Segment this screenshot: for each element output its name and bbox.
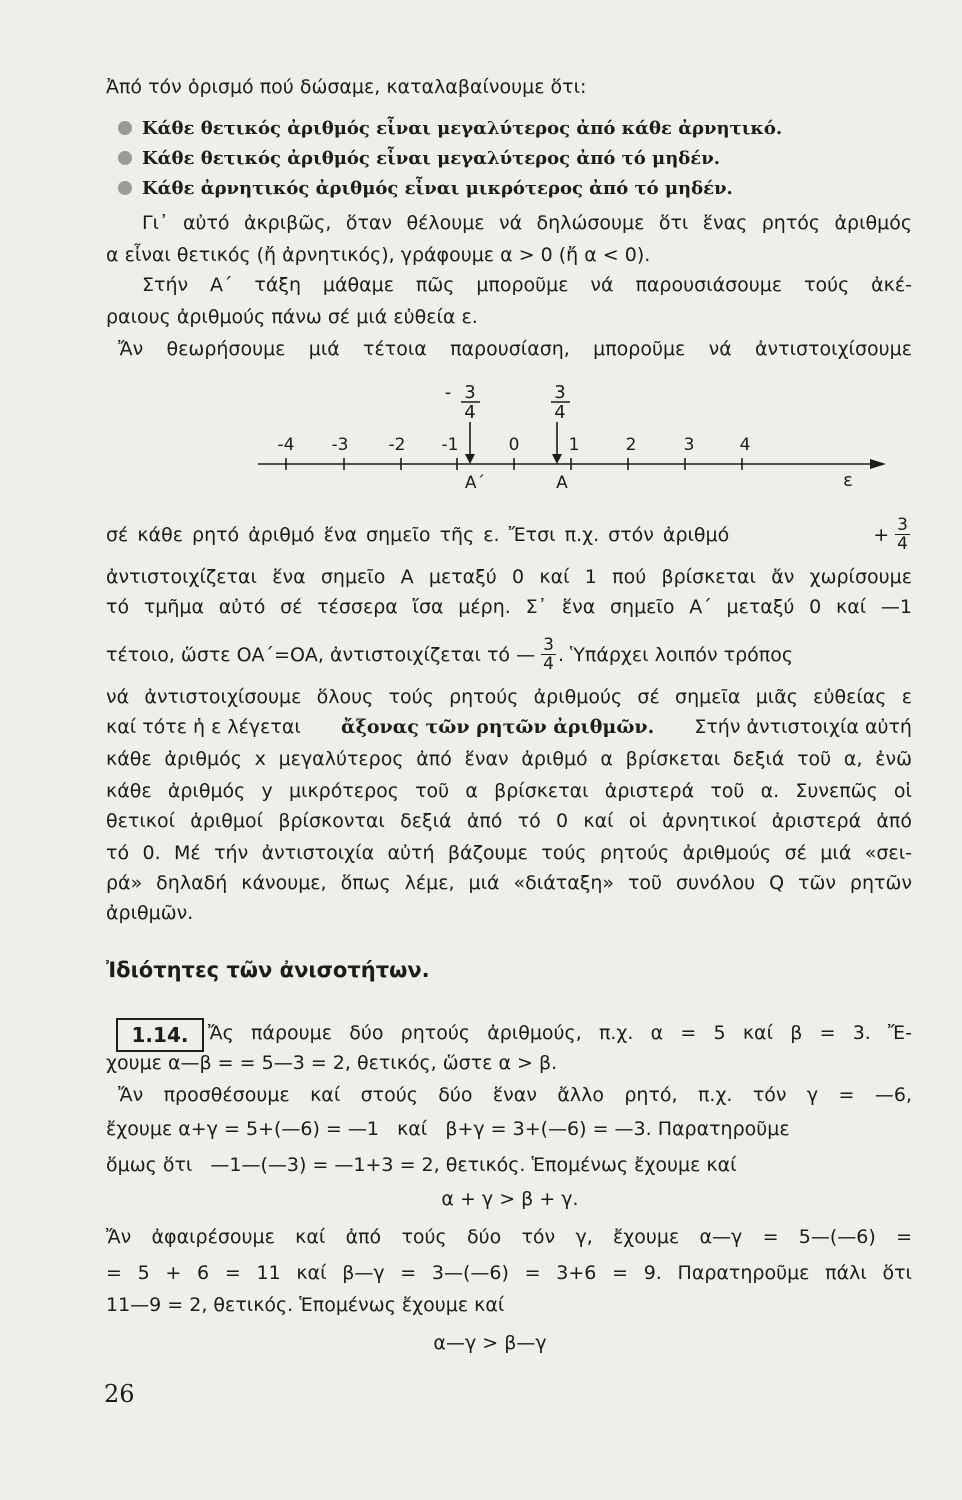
fraction-expr bbox=[873, 516, 912, 553]
paragraph-line: κάθε ἀριθμός y μικρότερος τοῦ α βρίσκεται ἀριστερά τοῦ α. Συνεπῶς οἱ bbox=[106, 780, 912, 802]
paragraph-line: ὅμως ὅτι —1—(—3) = —1+3 = 2, θετικός. Ἑπομένως ἔχουμε καί bbox=[106, 1154, 737, 1176]
inequality-line: α + γ > β + γ. bbox=[441, 1188, 579, 1210]
pos-frac-den: 4 bbox=[554, 402, 566, 423]
number-line-diagram bbox=[0, 378, 962, 498]
arrow-down-icon bbox=[552, 454, 562, 464]
line-label-e: ε bbox=[843, 470, 853, 491]
tick-label: -1 bbox=[441, 435, 459, 455]
paragraph-line: ἔχουμε α+γ = 5+(—6) = —1 καί β+γ = 3+(—6) = —3. Παρατηροῦμε bbox=[106, 1118, 790, 1140]
paragraph-line: ραιους ἀριθμούς πάνω σέ μιά εὐθεία ε. bbox=[106, 306, 478, 328]
fraction bbox=[895, 516, 910, 553]
neg-frac-den: 4 bbox=[464, 402, 476, 423]
tick-label: -2 bbox=[388, 435, 406, 455]
paragraph-line: α εἶναι θετικός (ἤ ἀρνητικός), γράφουμε α > 0 (ἤ α < 0). bbox=[106, 244, 651, 266]
frac-den: 4 bbox=[897, 534, 908, 554]
bullet-item bbox=[118, 113, 924, 144]
paragraph-line: τό τμῆμα αὐτό σέ τέσσερα ἴσα μέρη. Σ᾽ ἕνα σημεῖο Α΄ μεταξύ 0 καί —1 bbox=[106, 596, 912, 618]
bullet-text: Κάθε θετικός ἀριθμός εἶναι μεγαλύτερος ἀπό τό μηδέν. bbox=[142, 148, 720, 169]
paragraph-line bbox=[106, 712, 912, 742]
paragraph-line: κάθε ἀριθμός x μεγαλύτερος ἀπό ἕναν ἀριθμό α βρίσκεται δεξιά τοῦ α, ἐνῶ bbox=[106, 748, 912, 770]
tick-label: -4 bbox=[277, 435, 295, 455]
bullet-dot-icon bbox=[118, 181, 132, 195]
paragraph-line: ἀντιστοιχίζεται ἕνα σημεῖο Α μεταξύ 0 καί 1 πού βρίσκεται ἄν χωρίσουμε bbox=[106, 566, 912, 588]
tick-label: 1 bbox=[568, 435, 580, 455]
section-heading: Ἰδιότητες τῶν ἀνισοτήτων. bbox=[106, 958, 430, 982]
line-text: καί τότε ἡ ε λέγεται bbox=[106, 716, 301, 738]
paragraph-line bbox=[106, 516, 912, 553]
frac-den: 4 bbox=[543, 654, 554, 674]
paragraph-line: θετικοί ἀριθμοί βρίσκονται δεξιά ἀπό τό 0 καί οἱ ἀρνητικοί ἀριστερά ἀπό bbox=[106, 810, 912, 832]
paragraph-line: = 5 + 6 = 11 καί β—γ = 3—(—6) = 3+6 = 9. Παρατηροῦμε πάλι ὅτι bbox=[106, 1262, 912, 1284]
paragraph-line bbox=[106, 636, 912, 673]
paragraph-line: 11—9 = 2, θετικός. Ἑπομένως ἔχουμε καί bbox=[106, 1294, 505, 1316]
fraction-sentence bbox=[106, 636, 793, 673]
paragraph-line: Ἄν ἀφαιρέσουμε καί ἀπό τούς δύο τόν γ, ἔχουμε α—γ = 5—(—6) = bbox=[106, 1226, 912, 1248]
line-text: . Ὑπάρχει λοιπόν τρόπος bbox=[557, 643, 793, 666]
paragraph-line: Ἄν προσθέσουμε καί στούς δύο ἕναν ἄλλο ρητό, π.χ. τόν γ = —6, bbox=[118, 1084, 912, 1106]
arrow-down-icon bbox=[465, 454, 475, 464]
paragraph-line: τό 0. Μέ τήν ἀντιστοιχία αὐτή βάζουμε τούς ρητούς ἀριθμούς σέ μιά «σει- bbox=[106, 842, 912, 864]
page-number: 26 bbox=[104, 1380, 135, 1408]
fraction bbox=[541, 636, 556, 673]
line-text: τέτοιο, ὥστε ΟΑ΄=ΟΑ, ἀντιστοιχίζεται τό — bbox=[106, 643, 536, 666]
axis-arrow-icon bbox=[870, 459, 886, 469]
paragraph-line: ρά» δηλαδή κάνουμε, ὅπως λέμε, μιά «διάταξη» τοῦ συνόλου Q τῶν ρητῶν bbox=[106, 872, 912, 894]
term-highlight: ἄξονας τῶν ρητῶν ἀριθμῶν. bbox=[340, 716, 655, 738]
tick-label: -3 bbox=[331, 435, 349, 455]
tick-label: 0 bbox=[508, 435, 520, 455]
paragraph-line: Ἄν θεωρήσουμε μιά τέτοια παρουσίαση, μποροῦμε νά ἀντιστοιχίσουμε bbox=[118, 338, 912, 360]
bullet-dot-icon bbox=[118, 121, 132, 135]
neg-frac-num: 3 bbox=[464, 382, 476, 403]
line-text: σέ κάθε ρητό ἀριθμό ἕνα σημεῖο τῆς ε. Ἔτσι π.χ. στόν ἀριθμό bbox=[106, 523, 730, 546]
frac-num: 3 bbox=[897, 515, 908, 535]
tick-label: 4 bbox=[739, 435, 751, 455]
point-label-a-prime: Α΄ bbox=[464, 473, 486, 493]
paragraph-line: Ἄς πάρουμε δύο ρητούς ἀριθμούς, π.χ. α = 5 καί β = 3. Ἔ- bbox=[208, 1022, 912, 1044]
frac-num: 3 bbox=[543, 635, 554, 655]
point-label-a: Α bbox=[556, 473, 568, 493]
paragraph-line: χουμε α—β = = 5—3 = 2, θετικός, ὥστε α > β. bbox=[106, 1052, 558, 1074]
paragraph-line: νά ἀντιστοιχίσουμε ὅλους τούς ρητούς ἀριθμούς σέ σημεῖα μιᾶς εὐθείας ε bbox=[106, 686, 912, 708]
bullet-text: Κάθε θετικός ἀριθμός εἶναι μεγαλύτερος ἀπό κάθε ἀρνητικό. bbox=[142, 118, 783, 139]
pos-frac-num: 3 bbox=[554, 382, 566, 403]
paragraph-line: Γι᾽ αὐτό ἀκριβῶς, ὅταν θέλουμε νά δηλώσουμε ὅτι ἕνας ρητός ἀριθμός bbox=[142, 212, 912, 234]
frac-sign: + bbox=[873, 523, 890, 546]
tick-label: 3 bbox=[683, 435, 695, 455]
bullet-dot-icon bbox=[118, 151, 132, 165]
tick-label: 2 bbox=[625, 435, 637, 455]
intro-line: Ἀπό τόν ὁρισμό πού δώσαμε, καταλαβαίνουμε ὅτι: bbox=[106, 76, 587, 98]
bullet-text: Κάθε ἀρνητικός ἀριθμός εἶναι μικρότερος ἀπό τό μηδέν. bbox=[142, 178, 733, 199]
paragraph-line: Στήν Α΄ τάξη μάθαμε πῶς μποροῦμε νά παρουσιάσουμε τούς ἀκέ- bbox=[142, 274, 912, 296]
bullet-item bbox=[118, 143, 924, 174]
paragraph-line: ἀριθμῶν. bbox=[106, 902, 194, 924]
bullet-item bbox=[118, 173, 924, 204]
inequality-line: α—γ > β—γ bbox=[433, 1332, 547, 1354]
section-number-box: 1.14. bbox=[116, 1018, 204, 1052]
line-text: Στήν ἀντιστοιχία αὐτή bbox=[694, 716, 912, 738]
neg-frac-sign: - bbox=[444, 382, 452, 403]
